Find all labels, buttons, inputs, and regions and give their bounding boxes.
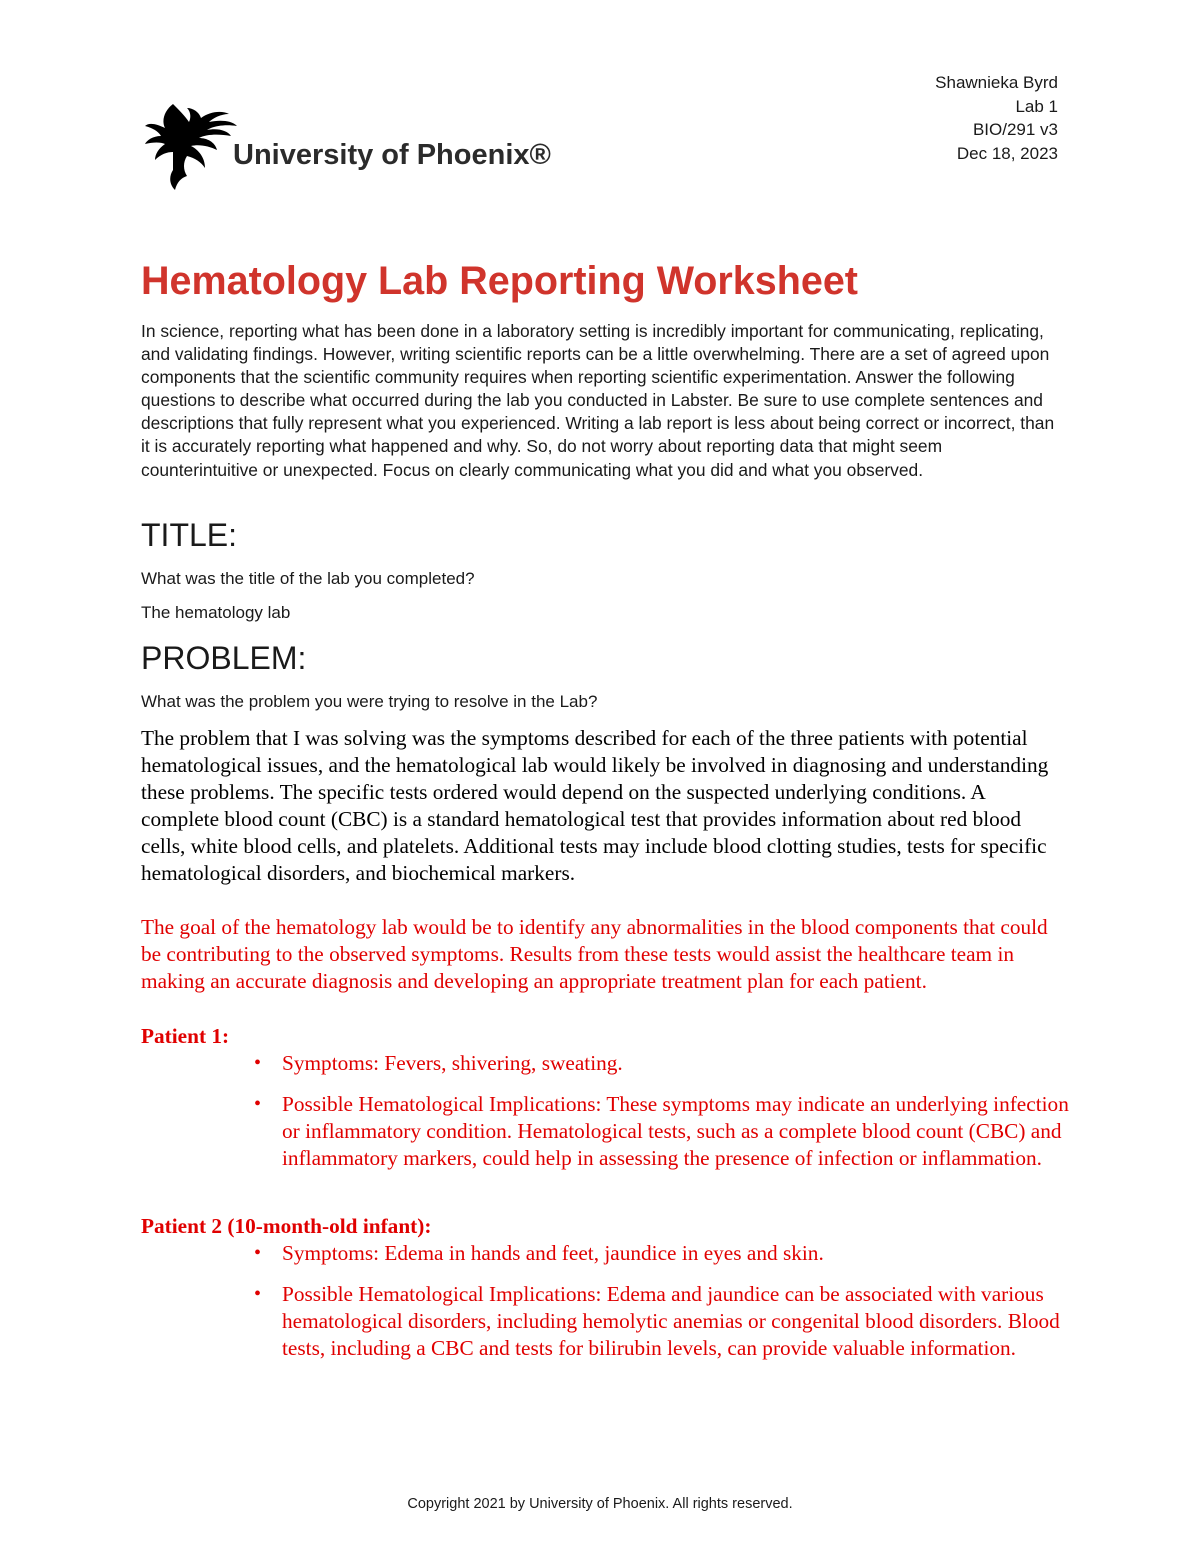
header-meta [935, 71, 1058, 165]
author-name: Shawnieka Byrd [935, 73, 1058, 92]
document-title: Hematology Lab Reporting Worksheet [141, 259, 858, 303]
intro-paragraph: In science, reporting what has been done in a laboratory setting is incredibly important for communicating, replicating, and validating findings. However, writing scientific reports can be a little overwhelming. There are a set of agreed upon components that the scientific community requires when reporting scientific experimentation. Answer the following questions to describe what occurred during the lab you conducted in Labster. Be sure to use complete sentences and descriptions that fully represent what you experienced. Writing a lab report is less about being correct or incorrect, than it is accurately reporting what happened and why. So, do not worry about reporting data that might seem counterintuitive or unexpected. Focus on clearly communicating what you did and what you observed. [141, 321, 1055, 480]
title-section-heading: TITLE: [141, 517, 238, 553]
phoenix-bird-icon [143, 100, 563, 196]
patient-1-implications [254, 1091, 1072, 1172]
lab-number: Lab 1 [1015, 96, 1058, 116]
course-code: BIO/291 v3 [972, 120, 1058, 139]
patient-1-symptoms [254, 1050, 1072, 1077]
list-item-text: Possible Hematological Implications: These symptoms may indicate an underlying infection or inflammatory condition. Hematological tests, such as a complete blood count (CBC) and inflammatory markers, could help in assessing the presence of infection or inflammation. [282, 1092, 1069, 1170]
bullet-icon: • [254, 1052, 262, 1074]
patient-2-label: Patient 2 (10-month-old infant): [141, 1214, 432, 1238]
bullet-icon: • [254, 1093, 262, 1115]
problem-question: What was the problem you were trying to resolve in the Lab? [141, 692, 598, 711]
list-item-text: Symptoms: Fevers, shivering, sweating. [282, 1051, 623, 1075]
bullet-icon: • [254, 1283, 262, 1305]
report-date: Dec 18, 2023 [956, 143, 1058, 163]
logo-text: University of Phoenix® [233, 139, 551, 171]
patient-2-implications [254, 1281, 1072, 1362]
copyright-footer: Copyright 2021 by University of Phoenix. All rights reserved. [407, 1496, 793, 1512]
university-logo [143, 100, 563, 196]
problem-goal-paragraph: The goal of the hematology lab would be to identify any abnormalities in the blood components that could be contributing to the observed symptoms. Results from these tests would assist the healthcare team in making an accurate diagnosis and developing an appropriate treatment plan for each patient. [141, 915, 1048, 993]
problem-answer-paragraph: The problem that I was solving was the symptoms described for each of the three patients with potential hematological issues, and the hematological lab would likely be involved in diagnosing and understanding these problems. The specific tests ordered would depend on the suspected underlying conditions. A complete blood count (CBC) is a standard hematological test that provides information about red blood cells, white blood cells, and platelets. Additional tests may include blood clotting studies, tests for specific hematological disorders, and biochemical markers. [141, 726, 1049, 885]
problem-section-heading: PROBLEM: [141, 640, 307, 676]
patient-1-label: Patient 1: [141, 1024, 230, 1048]
list-item-text: Symptoms: Edema in hands and feet, jaundice in eyes and skin. [282, 1241, 824, 1265]
bullet-icon: • [254, 1242, 262, 1264]
list-item-text: Possible Hematological Implications: Edema and jaundice can be associated with various hematological disorders, including hemolytic anemias or congenital blood disorders. Blood tests, including a CBC and tests for bilirubin levels, can provide valuable information. [282, 1282, 1060, 1360]
patient-2-symptoms [254, 1240, 1072, 1267]
title-question: What was the title of the lab you completed? [141, 569, 475, 588]
title-answer: The hematology lab [141, 603, 291, 622]
